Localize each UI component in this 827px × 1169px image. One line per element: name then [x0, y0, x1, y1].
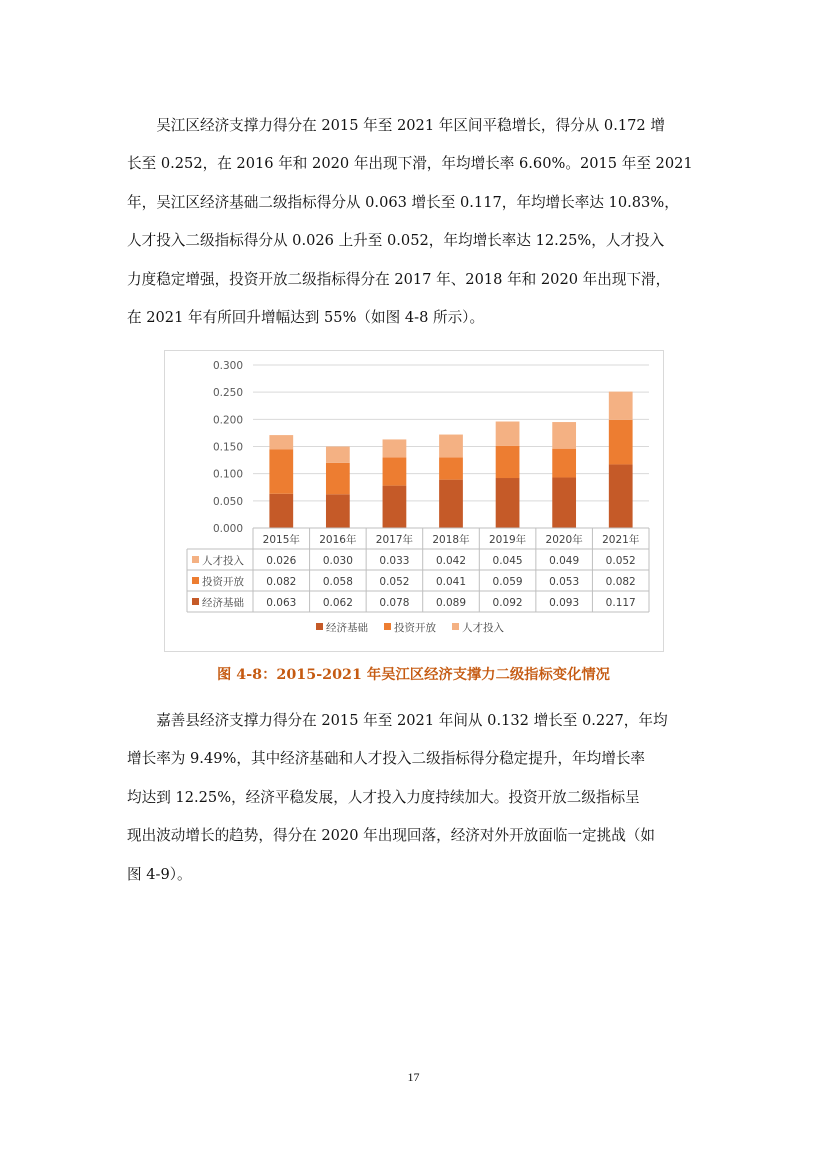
x-category-label: 2021年 — [602, 534, 640, 546]
bar-segment — [326, 463, 350, 495]
data-label: 0.052 — [605, 555, 636, 567]
y-tick-label: 0.100 — [212, 468, 243, 481]
x-category-label: 2015年 — [262, 534, 300, 546]
data-label: 0.026 — [266, 555, 297, 567]
bar-segment — [552, 422, 576, 449]
data-label: 0.082 — [266, 576, 297, 588]
bar-segment — [496, 446, 520, 478]
legend-swatch — [452, 623, 459, 630]
text-line: 现出波动增长的趋势，得分在 2020 年出现回落，经济对外开放面临一定挑战（如 — [127, 827, 656, 845]
legend-swatch — [384, 623, 391, 630]
bar-segment — [439, 457, 463, 479]
data-label: 0.093 — [549, 597, 580, 609]
text-line: 嘉善县经济支撑力得分在 2015 年至 2021 年间从 0.132 增长至 0.227，年均 — [156, 712, 668, 729]
text-line: 人才投入二级指标得分从 0.026 上升至 0.052，年均增长率达 12.25%，人才投入 — [127, 232, 665, 250]
paragraph-jiashan — [127, 702, 701, 894]
paragraph-wujiang — [127, 107, 701, 337]
text-line: 在 2021 年有所回升增幅达到 55%（如图 4-8 所示）。 — [127, 309, 485, 327]
data-label: 0.041 — [435, 576, 467, 588]
bar-segment — [269, 449, 293, 494]
data-label: 0.117 — [605, 597, 636, 609]
data-label: 0.042 — [435, 555, 467, 567]
data-label: 0.078 — [379, 597, 410, 609]
bar-segment — [383, 457, 407, 485]
bar-segment — [383, 486, 407, 528]
x-category-label: 2017年 — [375, 534, 414, 546]
data-label: 0.062 — [322, 597, 353, 609]
data-label: 0.053 — [549, 576, 580, 588]
chart-canvas — [165, 351, 663, 651]
y-tick-label: 0.300 — [212, 360, 243, 372]
table-legend-key — [192, 577, 199, 584]
text-line: 增长率为 9.49%，其中经济基础和人才投入二级指标得分稳定提升，年均增长率 — [127, 750, 646, 768]
text-line: 年，吴江区经济基础二级指标得分从 0.063 增长至 0.117，年均增长率达 10.83%， — [127, 193, 679, 211]
table-legend-key — [192, 598, 199, 605]
data-label: 0.058 — [322, 576, 353, 588]
bar-segment — [269, 494, 293, 528]
bar-segment — [439, 435, 463, 458]
text-line: 力度稳定增强，投资开放二级指标得分在 2017 年、2018 年和 2020 年出现下滑， — [127, 270, 671, 288]
data-label: 0.092 — [492, 597, 523, 609]
y-tick-label: 0.150 — [212, 441, 243, 454]
x-category-label: 2016年 — [319, 534, 357, 546]
bar-segment — [383, 439, 407, 457]
table-row-label: 经济基础 — [202, 597, 244, 609]
text-line: 均达到 12.25%，经济平稳发展，人才投入力度持续加大。投资开放二级指标呈 — [127, 788, 640, 806]
bar-segment — [269, 435, 293, 449]
table-row-label: 人才投入 — [202, 555, 244, 567]
data-label: 0.030 — [322, 555, 353, 567]
y-tick-label: 0.000 — [212, 523, 243, 535]
bar-segment — [439, 480, 463, 528]
bar-segment — [552, 449, 576, 478]
y-tick-label: 0.050 — [212, 495, 243, 508]
y-tick-label: 0.250 — [212, 387, 243, 400]
table-row-label: 投资开放 — [202, 576, 244, 588]
x-category-label: 2018年 — [432, 534, 470, 546]
data-label: 0.052 — [379, 576, 410, 588]
bar-segment — [552, 477, 576, 528]
x-category-label: 2020年 — [545, 534, 583, 546]
legend-label: 投资开放 — [394, 622, 436, 634]
data-label: 0.089 — [435, 597, 467, 609]
y-tick-label: 0.200 — [212, 414, 243, 427]
legend-swatch — [316, 623, 323, 630]
legend-label: 经济基础 — [326, 622, 368, 634]
text-line: 长至 0.252，在 2016 年和 2020 年出现下滑，年均增长率 6.60%。2015 年至 2021 — [127, 155, 693, 173]
data-label: 0.049 — [549, 555, 580, 567]
bar-segment — [609, 420, 633, 465]
text-line: 图 4-9）。 — [127, 865, 192, 883]
figure-caption: 图 4-8：2015-2021 年吴江区经济支撑力二级指标变化情况 — [217, 667, 610, 683]
data-label: 0.033 — [379, 555, 410, 567]
data-label: 0.059 — [492, 576, 523, 588]
bar-segment — [326, 494, 350, 528]
legend-label: 人才投入 — [462, 622, 504, 634]
bar-segment — [609, 464, 633, 528]
bar-segment — [609, 392, 633, 420]
page-number: 17 — [407, 1070, 420, 1084]
bar-segment — [496, 422, 520, 446]
data-label: 0.063 — [266, 597, 297, 609]
bar-segment — [326, 447, 350, 463]
stacked-bar-chart — [164, 350, 664, 652]
text-line: 吴江区经济支撑力得分在 2015 年至 2021 年区间平稳增长，得分从 0.172 增 — [156, 117, 665, 134]
data-label: 0.045 — [492, 555, 523, 567]
table-legend-key — [192, 556, 199, 563]
x-category-label: 2019年 — [488, 534, 527, 546]
bar-segment — [496, 478, 520, 528]
data-label: 0.082 — [605, 576, 636, 588]
